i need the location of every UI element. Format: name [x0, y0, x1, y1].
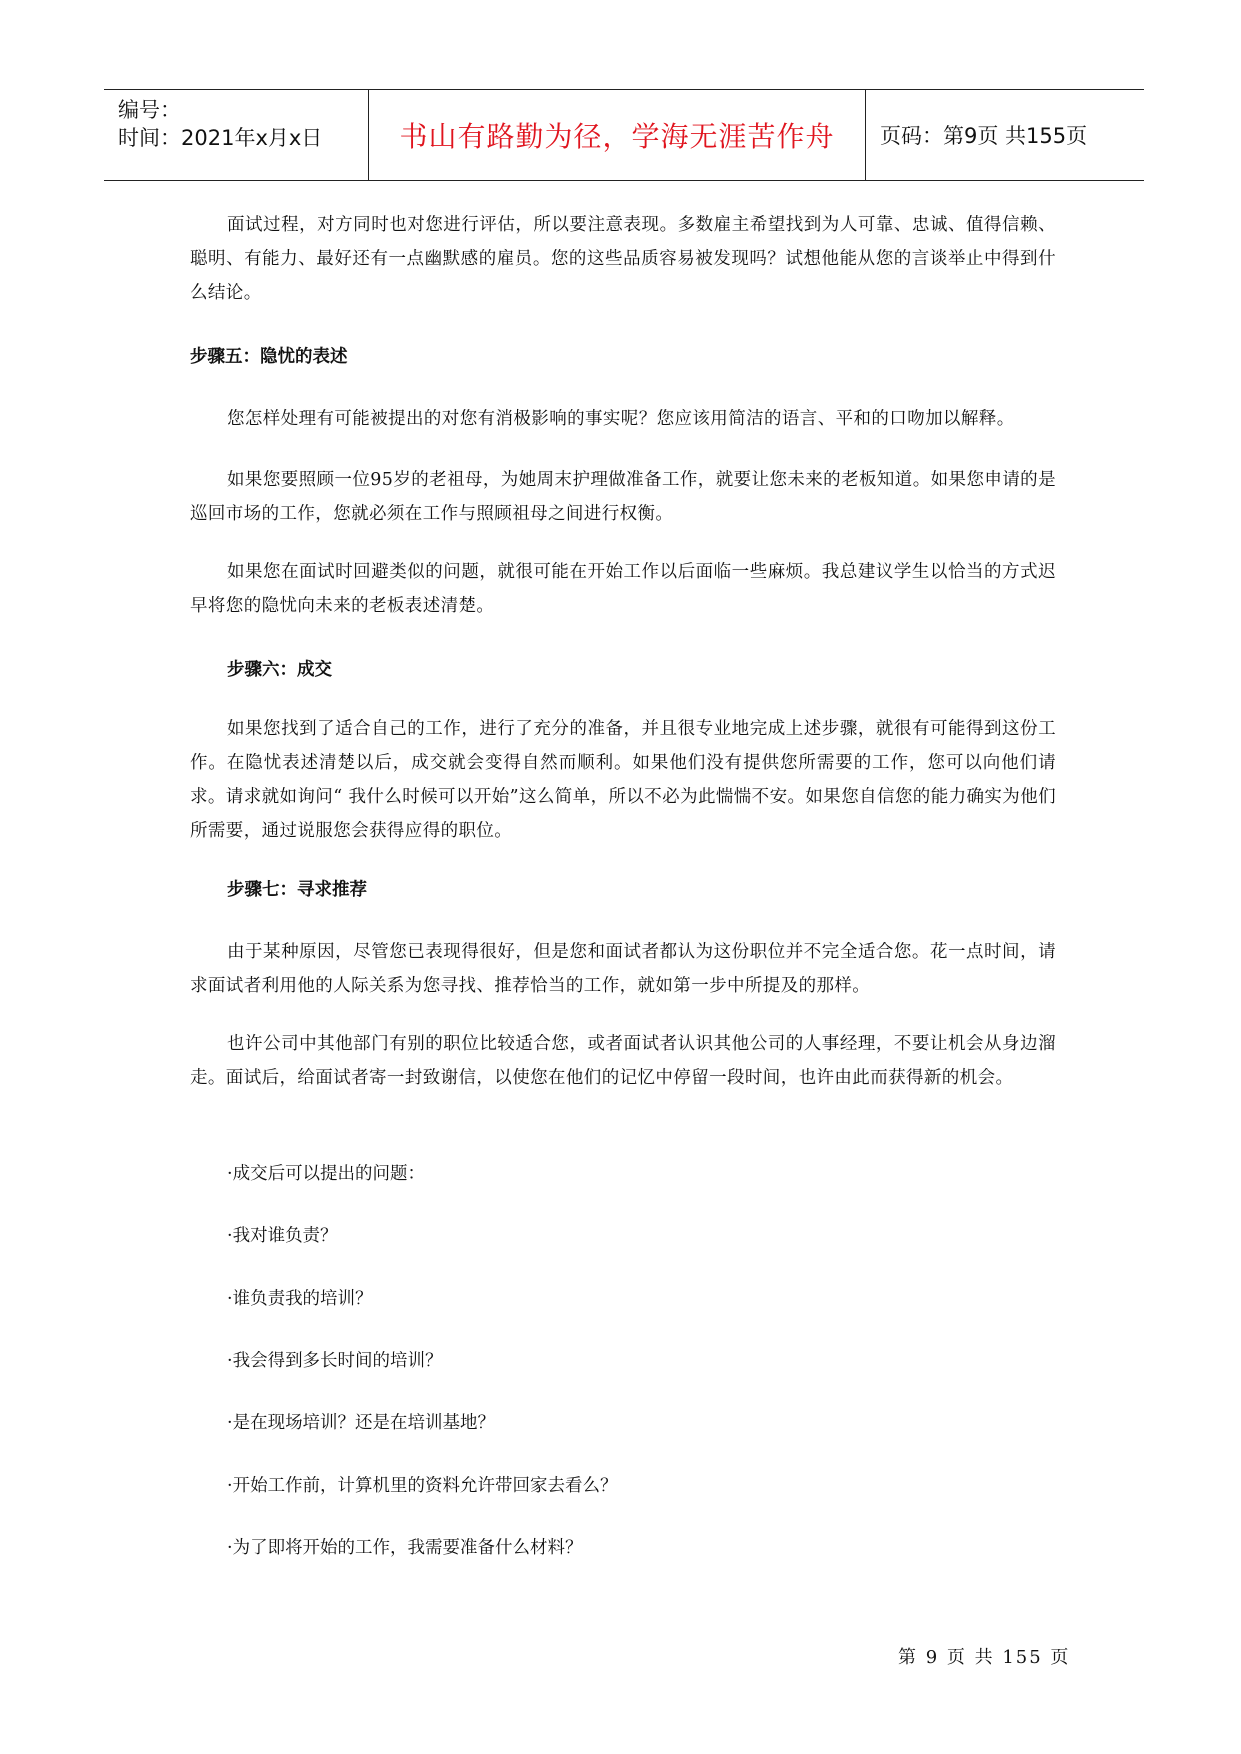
header-page-cell [866, 90, 1144, 180]
list-item-1 [190, 1160, 1056, 1185]
list-item: ·我会得到多长时间的培训？ [227, 1351, 443, 1371]
page-label: 页码：第9页 共155页 [880, 124, 1088, 148]
list-item: ·为了即将开始的工作，我需要准备什么材料？ [227, 1538, 583, 1558]
heading-step-7 [227, 876, 1093, 901]
body-paragraph: 如果您在面试时回避类似的问题，就很可能在开始工作以后面临一些麻烦。我总建议学生以恰当的方式迟早将您的隐忧向未来的老板表述清楚。 [190, 562, 1056, 616]
page-header [104, 89, 1144, 181]
paragraph-2 [190, 402, 1056, 436]
header-meta [104, 90, 369, 180]
page-footer [898, 1643, 1070, 1669]
list-item: ·是在现场培训？还是在培训基地？ [227, 1413, 496, 1433]
heading-step-5 [190, 343, 1056, 368]
list-item: ·成交后可以提出的问题： [227, 1164, 426, 1184]
list-item: ·谁负责我的培训？ [227, 1289, 373, 1309]
list-item: ·开始工作前，计算机里的资料允许带回家去看么？ [227, 1476, 618, 1496]
paragraph-1 [190, 208, 1056, 310]
body-paragraph: 您怎样处理有可能被提出的对您有消极影响的事实呢？您应该用简洁的语言、平和的口吻加以解释。 [227, 409, 1015, 429]
list-item-2 [190, 1222, 1056, 1247]
section-heading: 步骤六：成交 [227, 660, 332, 680]
list-item-6 [190, 1472, 1056, 1497]
paragraph-7 [190, 1027, 1056, 1095]
paragraph-3 [190, 463, 1056, 531]
list-item: ·我对谁负责？ [227, 1226, 338, 1246]
header-motto-cell [369, 90, 866, 180]
section-heading: 步骤七：寻求推荐 [227, 880, 367, 900]
body-paragraph: 由于某种原因，尽管您已表现得很好，但是您和面试者都认为这份职位并不完全适合您。花一点时间，请求面试者利用他的人际关系为您寻找、推荐恰当的工作，就如第一步中所提及的那样。 [190, 942, 1056, 996]
motto: 书山有路勤为径，学海无涯苦作舟 [399, 120, 835, 153]
section-heading: 步骤五：隐忧的表述 [190, 347, 348, 367]
paragraph-4 [190, 555, 1056, 623]
footer-page-number: 第 9 页 共 155 页 [898, 1647, 1071, 1668]
number-label: 编号： [118, 98, 181, 122]
list-item-4 [190, 1347, 1056, 1372]
body-paragraph: 如果您找到了适合自己的工作，进行了充分的准备，并且很专业地完成上述步骤，就很有可能得到这份工作。在隐忧表述清楚以后，成交就会变得自然而顺利。如果他们没有提供您所需要的工作，您可以向他们请求。请求就如询问“ 我什么时候可以开始”这么简单，所以不必为此惴惴不安。如果您自信您的能力确实为他们所需要，通过说服您会获得应得的职位。 [190, 719, 1056, 841]
paragraph-6 [190, 935, 1056, 1003]
time-label: 时间：2021年x月x日 [118, 126, 323, 150]
body-paragraph: 面试过程，对方同时也对您进行评估，所以要注意表现。多数雇主希望找到为人可靠、忠诚、值得信赖、聪明、有能力、最好还有一点幽默感的雇员。您的这些品质容易被发现吗？试想他能从您的言谈举止中得到什么结论。 [190, 215, 1056, 303]
heading-step-6 [227, 656, 1093, 681]
list-item-5 [190, 1409, 1056, 1434]
body-paragraph: 如果您要照顾一位95岁的老祖母，为她周末护理做准备工作，就要让您未来的老板知道。如果您申请的是巡回市场的工作，您就必须在工作与照顾祖母之间进行权衡。 [190, 470, 1056, 524]
body-paragraph: 也许公司中其他部门有别的职位比较适合您，或者面试者认识其他公司的人事经理，不要让机会从身边溜走。面试后，给面试者寄一封致谢信，以使您在他们的记忆中停留一段时间，也许由此而获得新的机会。 [190, 1034, 1056, 1088]
list-item-3 [190, 1285, 1056, 1310]
paragraph-5 [190, 712, 1056, 848]
list-item-7 [190, 1534, 1056, 1559]
